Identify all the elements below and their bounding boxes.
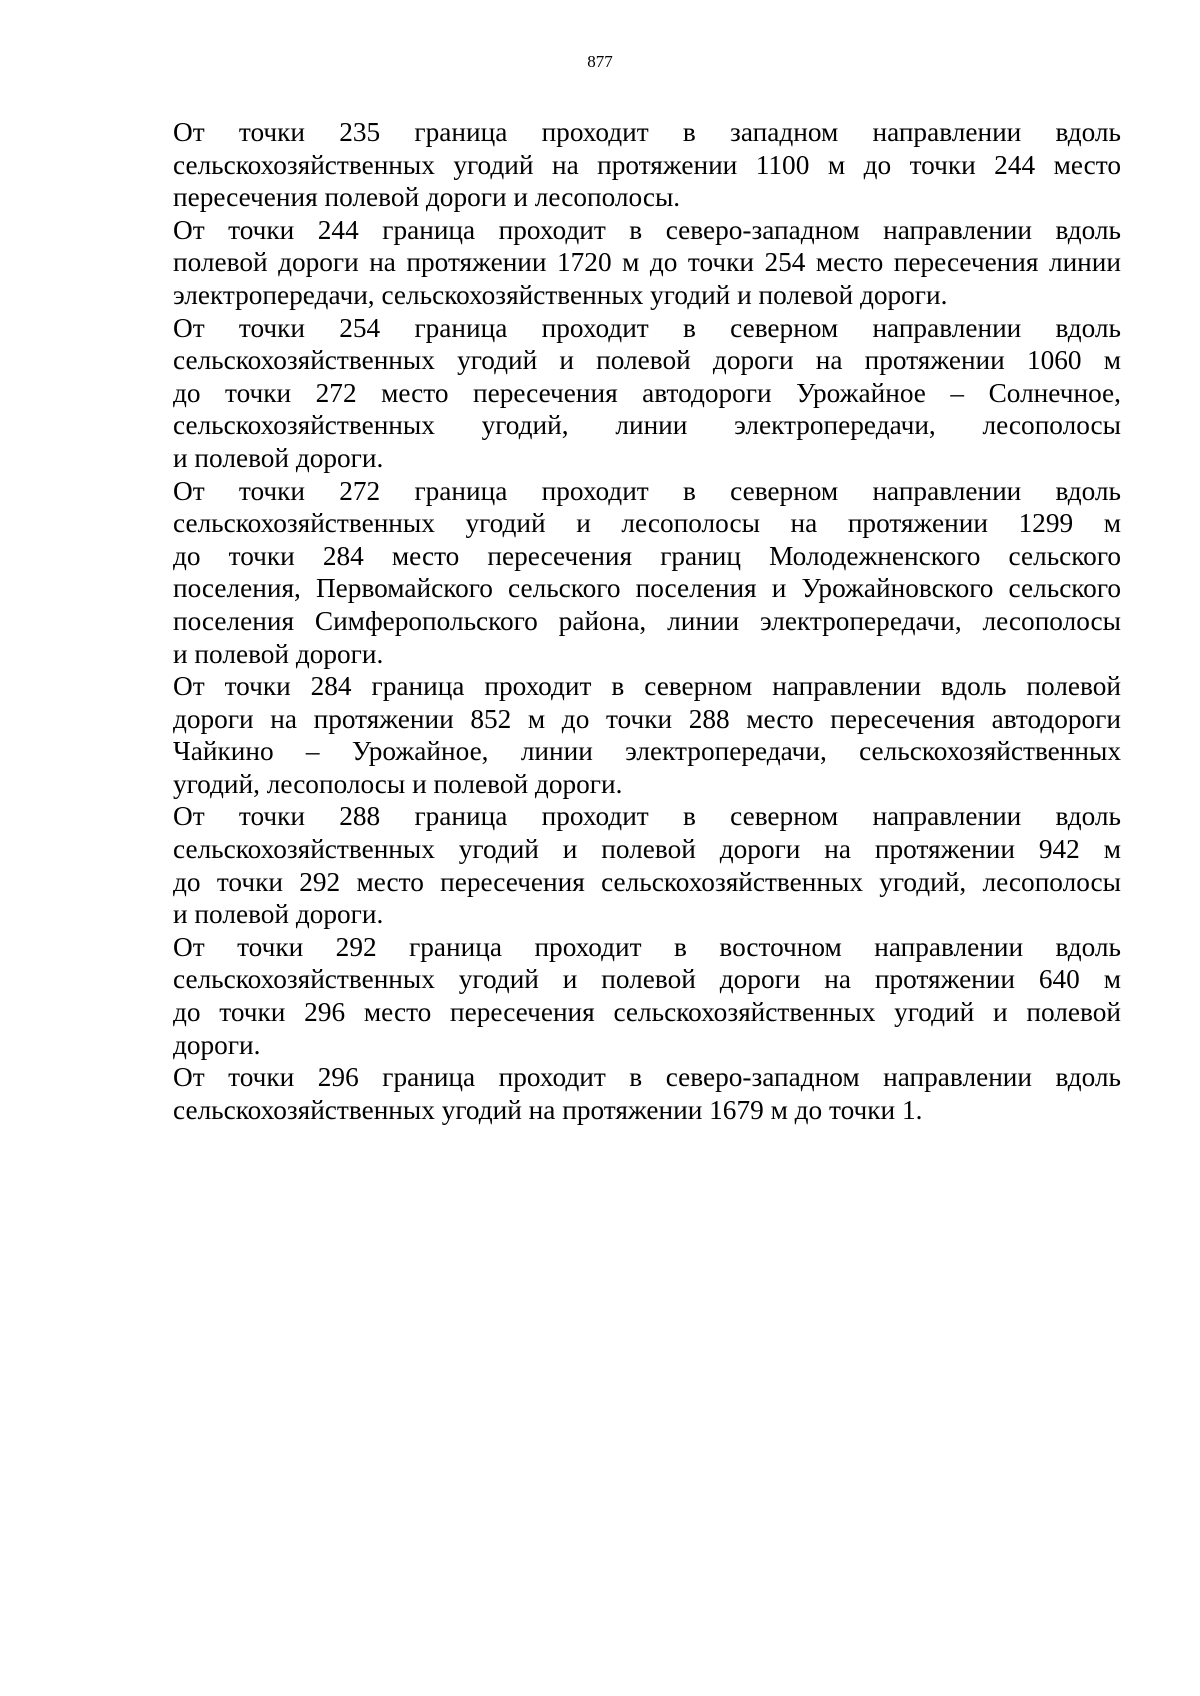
text-line: От точки 292 граница проходит в восточном направлении вдоль xyxy=(173,931,1121,962)
paragraph-point-292 xyxy=(173,931,1121,1061)
paragraph-point-296 xyxy=(173,1061,1121,1126)
paragraph-point-244 xyxy=(173,214,1121,312)
text-line: дороги. xyxy=(173,1029,261,1060)
text-line: угодий, лесополосы и полевой дороги. xyxy=(173,768,623,799)
text-line: полевой дороги на протяжении 1720 м до точки 254 место пересечения линии xyxy=(173,247,1121,278)
text-line: до точки 284 место пересечения границ Молодежненского сельского xyxy=(173,540,1121,571)
text-line: дороги на протяжении 852 м до точки 288 место пересечения автодороги xyxy=(173,703,1121,734)
text-line: От точки 254 граница проходит в северном направлении вдоль xyxy=(173,312,1121,343)
text-line: до точки 292 место пересечения сельскохозяйственных угодий, лесополосы xyxy=(173,866,1121,897)
document-body xyxy=(173,116,1121,1126)
text-line: сельскохозяйственных угодий и полевой дороги на протяжении 640 м xyxy=(173,964,1121,995)
text-line: до точки 272 место пересечения автодороги Урожайное – Солнечное, xyxy=(173,377,1121,408)
text-line: электропередачи, сельскохозяйственных угодий и полевой дороги. xyxy=(173,279,948,310)
text-line: От точки 296 граница проходит в северо-западном направлении вдоль xyxy=(173,1062,1121,1093)
text-line: сельскохозяйственных угодий и полевой дороги на протяжении 1060 м xyxy=(173,345,1121,376)
paragraph-point-288 xyxy=(173,800,1121,930)
text-line: пересечения полевой дороги и лесополосы. xyxy=(173,182,681,213)
text-line: От точки 284 граница проходит в северном направлении вдоль полевой xyxy=(173,671,1121,702)
text-line: От точки 288 граница проходит в северном направлении вдоль xyxy=(173,801,1121,832)
paragraph-point-254 xyxy=(173,312,1121,475)
text-line: до точки 296 место пересечения сельскохозяйственных угодий и полевой xyxy=(173,997,1121,1028)
text-line: сельскохозяйственных угодий на протяжении 1679 м до точки 1. xyxy=(173,1094,923,1125)
text-line: сельскохозяйственных угодий, линии электропередачи, лесополосы xyxy=(173,410,1121,441)
paragraph-point-272 xyxy=(173,475,1121,671)
text-line: От точки 272 граница проходит в северном направлении вдоль xyxy=(173,475,1121,506)
text-line: поселения, Первомайского сельского поселения и Урожайновского сельского xyxy=(173,573,1121,604)
text-line: сельскохозяйственных угодий на протяжении 1100 м до точки 244 место xyxy=(173,149,1121,180)
page-number: 877 xyxy=(587,52,613,71)
text-line: Чайкино – Урожайное, линии электропередачи, сельскохозяйственных xyxy=(173,736,1121,767)
text-line: и полевой дороги. xyxy=(173,442,384,473)
text-line: и полевой дороги. xyxy=(173,899,384,930)
paragraph-point-235 xyxy=(173,116,1121,214)
text-line: От точки 235 граница проходит в западном направлении вдоль xyxy=(173,117,1121,147)
paragraph-point-284 xyxy=(173,670,1121,800)
text-line: От точки 244 граница проходит в северо-западном направлении вдоль xyxy=(173,214,1121,245)
text-line: поселения Симферопольского района, линии электропередачи, лесополосы xyxy=(173,605,1121,636)
text-line: сельскохозяйственных угодий и полевой дороги на протяжении 942 м xyxy=(173,834,1121,865)
text-line: сельскохозяйственных угодий и лесополосы на протяжении 1299 м xyxy=(173,508,1121,539)
text-line: и полевой дороги. xyxy=(173,638,384,669)
